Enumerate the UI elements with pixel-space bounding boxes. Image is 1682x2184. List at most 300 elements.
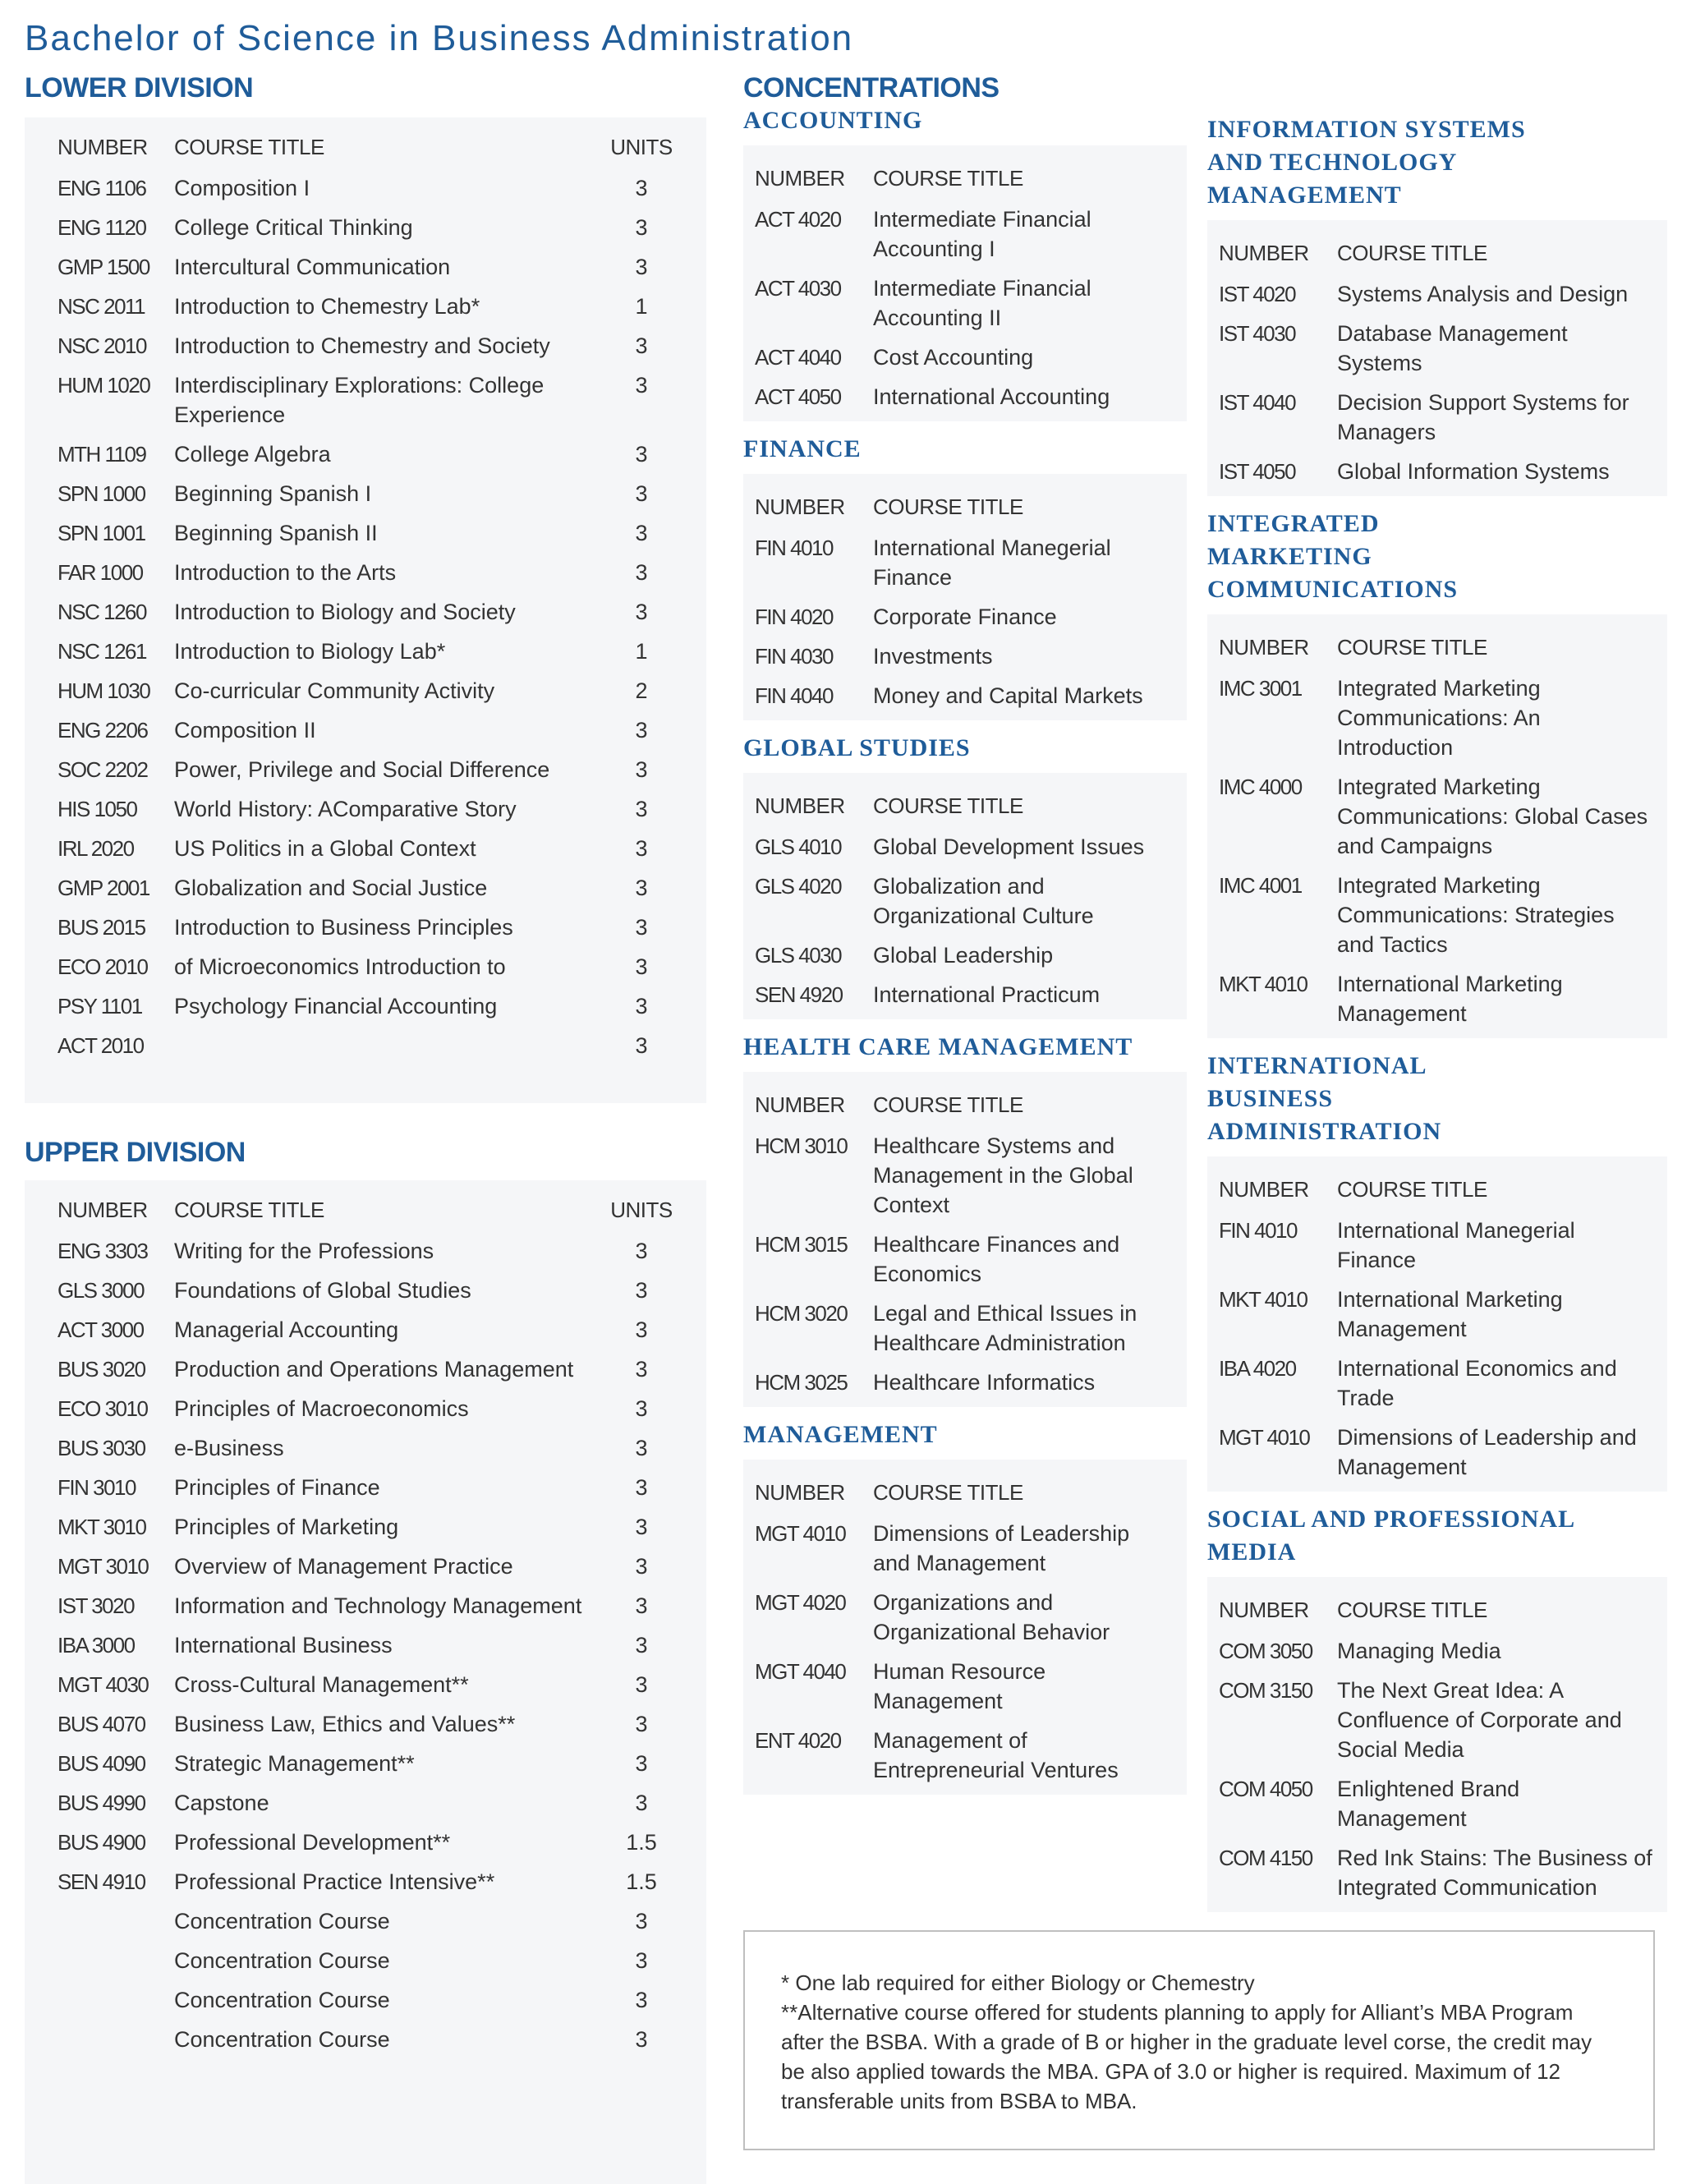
course-units: 1.5 — [626, 1869, 657, 1894]
course-units: 3 — [635, 521, 648, 545]
course-row — [57, 1389, 682, 1428]
course-units: 3 — [635, 1317, 648, 1342]
upper-division-section — [25, 1137, 706, 2184]
course-row — [57, 750, 682, 789]
concentrations-heading: CONCENTRATIONS — [743, 72, 1000, 103]
course-number: ACT 4040 — [755, 345, 841, 370]
course-units: 3 — [635, 876, 648, 900]
course-units: 3 — [635, 1633, 648, 1658]
course-row — [1219, 314, 1654, 383]
course-title — [174, 1026, 601, 1065]
course-title: Integrated Marketing Communications: Global Cases and Campaigns — [1337, 775, 1648, 858]
concentration-table — [755, 485, 1165, 715]
course-units: 3 — [635, 718, 648, 743]
course-title: Strategic Management** — [174, 1751, 415, 1776]
course-title: Intermediate Financial Accounting I — [873, 207, 1091, 261]
col-header-course-title: COURSE TITLE — [174, 134, 324, 159]
course-row — [57, 287, 682, 326]
course-number: ENG 2206 — [57, 718, 148, 743]
concentration-finance — [743, 433, 1187, 720]
course-row — [57, 986, 682, 1026]
course-units: 3 — [635, 1672, 648, 1697]
course-row — [57, 1862, 682, 1901]
course-number: IST 4050 — [1219, 459, 1296, 484]
concentration-table-box — [743, 1072, 1187, 1407]
course-row — [755, 1583, 1165, 1652]
course-title: Enlightened Brand Management — [1337, 1777, 1520, 1831]
concentration-imc — [1207, 508, 1667, 1038]
course-units: 3 — [635, 915, 648, 940]
col-header-number: NUMBER — [1219, 634, 1309, 660]
course-number: HCM 3025 — [755, 1370, 848, 1395]
course-title: US Politics in a Global Context — [174, 836, 476, 861]
course-row — [57, 1349, 682, 1389]
course-number: FIN 4020 — [755, 605, 833, 629]
col-header-number: NUMBER — [1219, 240, 1309, 265]
lower-division-section — [25, 72, 706, 1103]
course-number: ENG 1120 — [57, 215, 146, 240]
concentration-title: HEALTH CARE MANAGEMENT — [743, 1033, 1133, 1060]
course-number: HUM 1020 — [57, 373, 150, 398]
course-row — [755, 338, 1165, 377]
course-title: Global Leadership — [873, 943, 1054, 968]
course-number: BUS 3020 — [57, 1357, 145, 1382]
col-header-course-title: COURSE TITLE — [1337, 1597, 1487, 1622]
col-header-number: NUMBER — [1219, 1597, 1309, 1622]
course-number: BUS 4990 — [57, 1791, 145, 1815]
course-title: Production and Operations Management — [174, 1357, 574, 1382]
course-units: 3 — [635, 373, 648, 398]
course-number: GLS 4030 — [755, 943, 842, 968]
course-title: Healthcare Informatics — [873, 1370, 1096, 1395]
course-units: 3 — [635, 994, 648, 1018]
course-title: Integrated Marketing Communications: Strategies and Tactics — [1337, 873, 1615, 957]
course-title: Management of Entrepreneurial Ventures — [873, 1728, 1119, 1782]
concentration-title: SOCIAL AND PROFESSIONAL MEDIA — [1207, 1506, 1574, 1566]
course-row — [57, 1823, 682, 1862]
course-number: IBA 3000 — [57, 1633, 135, 1658]
course-title: International Manegerial Finance — [873, 536, 1111, 590]
course-row — [57, 168, 682, 208]
course-number: NSC 2011 — [57, 294, 145, 319]
concentration-media — [1207, 1503, 1667, 1912]
course-title: Concentration Course — [174, 1909, 390, 1933]
page-title: Bachelor of Science in Business Administration — [25, 18, 854, 58]
course-row — [57, 671, 682, 710]
course-row — [755, 1225, 1165, 1294]
course-number: ACT 4050 — [755, 384, 841, 409]
concentration-table — [1219, 1589, 1654, 1907]
course-row — [57, 1547, 682, 1586]
course-units: 3 — [635, 836, 648, 861]
course-row — [57, 1783, 682, 1823]
concentration-title: MANAGEMENT — [743, 1421, 938, 1448]
course-row — [1219, 669, 1654, 767]
course-title: Introduction to Chemestry Lab* — [174, 294, 480, 319]
footnote-mba: **Alternative course offered for students planning to apply for Alliant’s MBA Program after the BSBA. With a grade of B or higher in the graduate level corse, the credit may be also applied towards the MBA. GPA of 3.0 or higher is required. Maximum of 12 transferable units from BSBA to MBA. — [781, 2000, 1592, 2113]
course-row — [57, 1980, 682, 2020]
course-title: International Practicum — [873, 982, 1101, 1007]
course-number: BUS 4090 — [57, 1751, 145, 1776]
upper-division-table — [57, 1189, 682, 2059]
col-header-number: NUMBER — [755, 1092, 845, 1117]
course-row — [1219, 274, 1654, 314]
course-units: 1 — [635, 639, 648, 664]
upper-division-table-box — [25, 1180, 706, 2184]
course-row — [57, 1231, 682, 1271]
course-title: Introduction to the Arts — [174, 560, 397, 585]
course-row — [755, 1363, 1165, 1402]
course-row — [755, 637, 1165, 676]
course-number — [57, 2020, 174, 2059]
course-units: 3 — [635, 1791, 648, 1815]
course-title: The Next Great Idea: A Confluence of Corporate and Social Media — [1337, 1678, 1622, 1762]
course-row — [57, 710, 682, 750]
course-title: e-Business — [174, 1436, 284, 1460]
course-row — [57, 829, 682, 868]
course-units: 3 — [635, 1554, 648, 1579]
course-title: Writing for the Professions — [174, 1239, 434, 1263]
course-title: Managerial Accounting — [174, 1317, 399, 1342]
concentration-accounting — [743, 104, 1187, 421]
course-units: 3 — [635, 255, 648, 279]
course-row — [57, 208, 682, 247]
course-number: GLS 4020 — [755, 874, 842, 899]
course-title: International Marketing Management — [1337, 1287, 1563, 1341]
footnote-lab: * One lab required for either Biology or Chemestry — [781, 1970, 1255, 1995]
course-row — [1219, 866, 1654, 964]
course-number: ENG 3303 — [57, 1239, 148, 1263]
course-number: NSC 1261 — [57, 639, 146, 664]
course-number: GMP 1500 — [57, 255, 149, 279]
course-row — [1219, 1671, 1654, 1769]
course-row — [1219, 1838, 1654, 1907]
course-row — [57, 1704, 682, 1744]
col-header-number: NUMBER — [755, 1479, 845, 1505]
concentration-management — [743, 1418, 1187, 1795]
course-number: FIN 4010 — [755, 536, 833, 560]
course-title: Co-curricular Community Activity — [174, 678, 495, 703]
concentration-title: FINANCE — [743, 435, 862, 462]
course-units: 3 — [635, 1515, 648, 1539]
course-units: 3 — [635, 1909, 648, 1933]
course-row — [755, 936, 1165, 975]
course-title: Healthcare Finances and Economics — [873, 1232, 1120, 1286]
course-number: FIN 4030 — [755, 644, 833, 669]
course-number: MGT 4030 — [57, 1672, 149, 1697]
course-row — [57, 1428, 682, 1468]
course-number: MGT 4010 — [755, 1521, 846, 1546]
course-title: Professional Practice Intensive** — [174, 1869, 495, 1894]
course-title: Globalization and Social Justice — [174, 876, 488, 900]
course-title: Systems Analysis and Design — [1337, 282, 1629, 306]
course-number: SOC 2202 — [57, 757, 148, 782]
course-number: HCM 3015 — [755, 1232, 848, 1257]
course-units: 1.5 — [626, 1830, 657, 1855]
concentration-table-box — [1207, 1577, 1667, 1912]
course-title: Psychology Financial Accounting — [174, 994, 498, 1018]
course-title: Principles of Marketing — [174, 1515, 399, 1539]
concentrations-right-column — [1207, 113, 1667, 1912]
course-row — [755, 1294, 1165, 1363]
course-title: Beginning Spanish II — [174, 521, 378, 545]
course-title: Dimensions of Leadership and Management — [1337, 1425, 1637, 1479]
course-title: of Microeconomics Introduction to — [174, 954, 506, 979]
course-number: IBA 4020 — [1219, 1356, 1296, 1381]
course-row — [1219, 964, 1654, 1033]
course-title: World History: AComparative Story — [174, 797, 517, 821]
course-units: 3 — [635, 1712, 648, 1736]
course-number: COM 3150 — [1219, 1678, 1312, 1703]
course-units: 3 — [635, 333, 648, 358]
course-units: 3 — [635, 442, 648, 467]
course-number: IMC 4000 — [1219, 775, 1302, 799]
col-header-number: NUMBER — [57, 134, 148, 159]
course-row — [57, 1625, 682, 1665]
course-title: Healthcare Systems and Management in the Global Context — [873, 1133, 1133, 1217]
course-number — [57, 1901, 174, 1941]
course-row — [755, 200, 1165, 269]
course-number: GMP 2001 — [57, 876, 149, 900]
course-row — [57, 1744, 682, 1783]
course-title: Foundations of Global Studies — [174, 1278, 471, 1303]
course-number: SPN 1000 — [57, 481, 145, 506]
course-number: ACT 3000 — [57, 1317, 144, 1342]
course-number: BUS 2015 — [57, 915, 145, 940]
lower-division-heading: LOWER DIVISION — [25, 72, 254, 103]
course-number: IST 4030 — [1219, 321, 1296, 346]
course-title: Organizations and Organizational Behavior — [873, 1590, 1110, 1644]
course-number: GLS 4010 — [755, 835, 842, 859]
course-units: 3 — [635, 176, 648, 200]
course-title: Capstone — [174, 1791, 269, 1815]
course-title: Cross-Cultural Management** — [174, 1672, 469, 1697]
col-header-units: UNITS — [610, 134, 673, 159]
course-units: 3 — [635, 560, 648, 585]
course-number: MGT 3010 — [57, 1554, 149, 1579]
course-row — [57, 632, 682, 671]
concentration-title: INTEGRATED MARKETING COMMUNICATIONS — [1207, 510, 1459, 603]
course-row — [755, 975, 1165, 1014]
col-header-course-title: COURSE TITLE — [873, 1092, 1023, 1117]
col-header-number: NUMBER — [755, 793, 845, 818]
lower-division-table — [57, 126, 682, 1065]
course-number: MKT 4010 — [1219, 972, 1307, 996]
course-number — [57, 1980, 174, 2020]
concentration-table-box — [743, 1460, 1187, 1795]
course-units: 3 — [635, 1948, 648, 1973]
concentration-table — [1219, 1168, 1654, 1487]
concentrations-middle-column — [743, 72, 1187, 1795]
course-number: ECO 3010 — [57, 1396, 148, 1421]
col-header-course-title: COURSE TITLE — [1337, 1176, 1487, 1202]
course-row — [57, 1586, 682, 1625]
concentration-table — [1219, 232, 1654, 491]
course-units: 3 — [635, 1033, 648, 1058]
course-title: Beginning Spanish I — [174, 481, 372, 506]
course-number: MGT 4040 — [755, 1659, 846, 1684]
course-title: Globalization and Organizational Culture — [873, 874, 1094, 928]
course-row — [755, 827, 1165, 867]
course-units: 3 — [635, 1396, 648, 1421]
course-units: 3 — [635, 757, 648, 782]
concentration-global — [743, 732, 1187, 1019]
concentration-title: INTERNATIONAL BUSINESS ADMINISTRATION — [1207, 1052, 1442, 1145]
course-units: 3 — [635, 1751, 648, 1776]
course-row — [57, 366, 682, 435]
course-units: 3 — [635, 1357, 648, 1382]
course-row — [57, 789, 682, 829]
course-row — [755, 528, 1165, 597]
course-title: Introduction to Business Principles — [174, 915, 513, 940]
course-number: COM 3050 — [1219, 1639, 1312, 1663]
course-number: FAR 1000 — [57, 560, 143, 585]
course-number: FIN 3010 — [57, 1475, 136, 1500]
concentration-table-box — [1207, 1156, 1667, 1492]
course-row — [57, 326, 682, 366]
course-title: Intercultural Communication — [174, 255, 451, 279]
course-row — [57, 513, 682, 553]
course-units: 3 — [635, 215, 648, 240]
course-title: Composition II — [174, 718, 316, 743]
course-number: ACT 4020 — [755, 207, 841, 232]
course-title: Concentration Course — [174, 1948, 390, 1973]
course-number: BUS 3030 — [57, 1436, 145, 1460]
course-row — [57, 1310, 682, 1349]
course-title: Introduction to Biology Lab* — [174, 639, 446, 664]
course-row — [1219, 767, 1654, 866]
course-row — [755, 597, 1165, 637]
col-header-course-title: COURSE TITLE — [1337, 634, 1487, 660]
course-row — [57, 1901, 682, 1941]
concentration-title: ACCOUNTING — [743, 107, 923, 134]
course-row — [57, 947, 682, 986]
course-number: HIS 1050 — [57, 797, 137, 821]
course-row — [1219, 1769, 1654, 1838]
col-header-number: NUMBER — [755, 165, 845, 191]
col-header-course-title: COURSE TITLE — [1337, 240, 1487, 265]
course-number: MGT 4010 — [1219, 1425, 1310, 1450]
course-number: HCM 3020 — [755, 1301, 848, 1326]
course-number: ACT 2010 — [57, 1033, 144, 1058]
course-number: ENT 4020 — [755, 1728, 841, 1753]
course-units: 3 — [635, 1239, 648, 1263]
course-title: Introduction to Chemestry and Society — [174, 333, 550, 358]
course-units: 3 — [635, 481, 648, 506]
course-row — [1219, 1280, 1654, 1349]
course-title: Cost Accounting — [873, 345, 1034, 370]
course-title: Principles of Macroeconomics — [174, 1396, 469, 1421]
course-row — [57, 868, 682, 908]
course-number: HCM 3010 — [755, 1133, 848, 1158]
col-header-number: NUMBER — [57, 1197, 148, 1222]
concentration-title: GLOBAL STUDIES — [743, 734, 971, 761]
concentration-table — [755, 784, 1165, 1014]
course-number: NSC 2010 — [57, 333, 146, 358]
course-number: GLS 3000 — [57, 1278, 145, 1303]
col-header-course-title: COURSE TITLE — [174, 1197, 324, 1222]
course-number — [57, 1941, 174, 1980]
course-number: IST 4040 — [1219, 390, 1296, 415]
course-title: International Accounting — [873, 384, 1110, 409]
course-title: Decision Support Systems for Managers — [1337, 390, 1629, 444]
course-number: PSY 1101 — [57, 994, 142, 1018]
concentration-ist — [1207, 113, 1667, 496]
lower-division-table-box — [25, 117, 706, 1103]
concentration-table — [755, 157, 1165, 416]
course-title: International Business — [174, 1633, 393, 1658]
course-title: Information and Technology Management — [174, 1593, 582, 1618]
course-title: Concentration Course — [174, 2027, 390, 2052]
course-row — [57, 435, 682, 474]
course-number: MKT 3010 — [57, 1515, 146, 1539]
col-header-course-title: COURSE TITLE — [873, 494, 1023, 519]
course-row — [57, 474, 682, 513]
course-number: MTH 1109 — [57, 442, 146, 467]
course-number: IST 4020 — [1219, 282, 1296, 306]
footnotes-box — [743, 1930, 1655, 2150]
course-number: NSC 1260 — [57, 600, 146, 624]
course-title: International Marketing Management — [1337, 972, 1563, 1026]
course-row — [1219, 1349, 1654, 1418]
concentration-health — [743, 1031, 1187, 1407]
course-row — [57, 247, 682, 287]
concentration-table — [755, 1471, 1165, 1790]
course-title: Managing Media — [1337, 1639, 1501, 1663]
course-row — [1219, 452, 1654, 491]
course-title: Concentration Course — [174, 1988, 390, 2012]
course-row — [57, 1026, 682, 1065]
course-row — [755, 1514, 1165, 1583]
course-units: 3 — [635, 797, 648, 821]
course-row — [57, 1468, 682, 1507]
course-title: Human Resource Management — [873, 1659, 1046, 1713]
course-row — [1219, 1631, 1654, 1671]
course-number: IST 3020 — [57, 1593, 135, 1618]
course-number: IRL 2020 — [57, 836, 134, 861]
course-row — [755, 377, 1165, 416]
course-row — [57, 592, 682, 632]
course-title: Global Information Systems — [1337, 459, 1610, 484]
course-row — [755, 1126, 1165, 1225]
course-title: Investments — [873, 644, 993, 669]
course-title: Integrated Marketing Communications: An Introduction — [1337, 676, 1541, 760]
course-title: Corporate Finance — [873, 605, 1057, 629]
course-number: HUM 1030 — [57, 678, 150, 703]
course-units: 3 — [635, 1988, 648, 2012]
course-row — [755, 269, 1165, 338]
course-row — [57, 908, 682, 947]
col-header-course-title: COURSE TITLE — [873, 1479, 1023, 1505]
course-title: College Critical Thinking — [174, 215, 413, 240]
course-title: Professional Development** — [174, 1830, 451, 1855]
concentration-title: INFORMATION SYSTEMS AND TECHNOLOGY MANAGEMENT — [1207, 116, 1526, 209]
concentration-table — [755, 1083, 1165, 1402]
col-header-course-title: COURSE TITLE — [873, 793, 1023, 818]
course-title: Red Ink Stains: The Business of Integrated Communication — [1337, 1846, 1652, 1900]
concentration-table-box — [1207, 220, 1667, 496]
course-title: Legal and Ethical Issues in Healthcare Administration — [873, 1301, 1137, 1355]
course-row — [1219, 1418, 1654, 1487]
course-units: 3 — [635, 2027, 648, 2052]
concentration-table-box — [743, 145, 1187, 421]
col-header-course-title: COURSE TITLE — [873, 165, 1023, 191]
course-number: SEN 4910 — [57, 1869, 145, 1894]
course-row — [755, 867, 1165, 936]
course-title: Introduction to Biology and Society — [174, 600, 516, 624]
course-title: Composition I — [174, 176, 310, 200]
course-title: Interdisciplinary Explorations: College Experience — [174, 373, 545, 427]
